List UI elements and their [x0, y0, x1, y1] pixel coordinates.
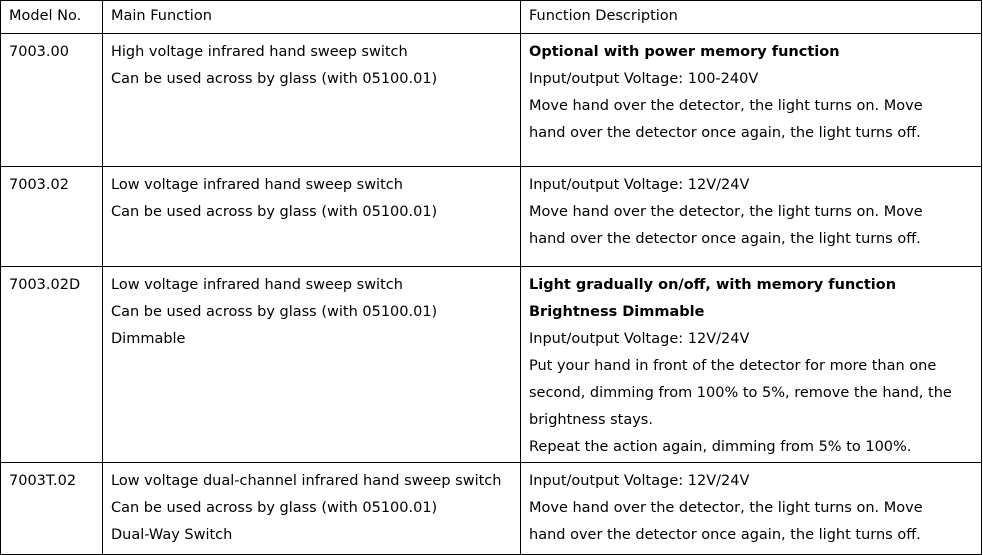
function-line: Dimmable — [111, 331, 186, 347]
description-cell — [521, 463, 982, 555]
description-line: Brightness Dimmable — [529, 304, 705, 320]
main-function-cell — [103, 463, 521, 555]
description-cell — [521, 267, 982, 463]
description-cell — [521, 34, 982, 167]
description-line: Move hand over the detector, the light turns on. Move — [529, 98, 923, 114]
description-cell — [521, 167, 982, 267]
model-cell: 7003.00 — [1, 34, 103, 167]
model-cell: 7003.02 — [1, 167, 103, 267]
description-line: hand over the detector once again, the light turns off. — [529, 231, 921, 247]
function-line: Low voltage dual-channel infrared hand sweep switch — [111, 473, 502, 489]
description-line: Input/output Voltage: 12V/24V — [529, 473, 750, 489]
description-line: Put your hand in front of the detector for more than one — [529, 358, 937, 374]
header-model: Model No. — [1, 1, 103, 34]
description-line: Move hand over the detector, the light turns on. Move — [529, 500, 923, 516]
model-cell: 7003T.02 — [1, 463, 103, 555]
table-row — [1, 167, 982, 267]
description-line: Input/output Voltage: 12V/24V — [529, 177, 750, 193]
description-line: Input/output Voltage: 12V/24V — [529, 331, 750, 347]
table-row — [1, 267, 982, 463]
header-main-function: Main Function — [103, 1, 521, 34]
table-row — [1, 34, 982, 167]
main-function-cell — [103, 34, 521, 167]
main-function-cell — [103, 267, 521, 463]
description-line: hand over the detector once again, the light turns off. — [529, 125, 921, 141]
function-line: High voltage infrared hand sweep switch — [111, 44, 408, 60]
function-line: Can be used across by glass (with 05100.01) — [111, 500, 438, 516]
description-line: brightness stays. — [529, 412, 653, 428]
function-line: Can be used across by glass (with 05100.01) — [111, 71, 438, 87]
header-function-description: Function Description — [521, 1, 982, 34]
description-line: Move hand over the detector, the light turns on. Move — [529, 204, 923, 220]
description-line: Repeat the action again, dimming from 5% to 100%. — [529, 439, 912, 455]
function-line: Low voltage infrared hand sweep switch — [111, 177, 403, 193]
description-line: Light gradually on/off, with memory function — [529, 277, 897, 293]
function-line: Dual-Way Switch — [111, 527, 233, 543]
main-function-cell — [103, 167, 521, 267]
description-line: hand over the detector once again, the light turns off. — [529, 527, 921, 543]
header-row — [1, 1, 982, 34]
function-line: Can be used across by glass (with 05100.01) — [111, 204, 438, 220]
table-row — [1, 463, 982, 555]
description-line: Input/output Voltage: 100-240V — [529, 71, 759, 87]
model-cell: 7003.02D — [1, 267, 103, 463]
function-line: Low voltage infrared hand sweep switch — [111, 277, 403, 293]
description-line: second, dimming from 100% to 5%, remove the hand, the — [529, 385, 952, 401]
function-line: Can be used across by glass (with 05100.01) — [111, 304, 438, 320]
description-line: Optional with power memory function — [529, 44, 840, 60]
